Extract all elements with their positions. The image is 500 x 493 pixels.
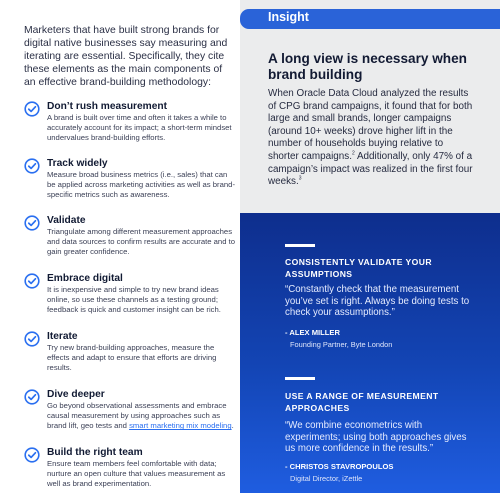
item-body: Try new brand-building approaches, measure the effects and adapt to ensure that efforts are driving results.: [47, 343, 217, 373]
smart-marketing-mix-modeling-link[interactable]: smart marketing mix modeling: [129, 421, 232, 431]
insight-body-main: When Oracle Data Cloud analyzed the results of CPG brand campaigns, it found that for both large and small brands, longer campaigns (around 10+ weeks) drove higher lift in the number of households buying relative to shorter campaigns.: [268, 88, 473, 162]
footnote-ref: 3: [298, 175, 302, 182]
quote-heading: CONSISTENTLY VALIDATE YOUR ASSUMPTIONS: [285, 257, 432, 279]
item-body-end: .: [231, 421, 234, 431]
check-circle-icon: [24, 158, 40, 174]
item-title: Don’t rush measurement: [47, 101, 168, 112]
insight-heading: A long view is necessary when brand building: [268, 51, 467, 82]
check-circle-icon: [24, 447, 40, 463]
item-title: Track widely: [47, 158, 108, 169]
item-body: It is inexpensive and simple to try new brand ideas online, so use these channels as a testing ground; feedback is quick and customer insight can be rich.: [47, 285, 221, 315]
quote-author: - ALEX MILLER: [285, 328, 340, 337]
insight-body: [268, 88, 473, 189]
item-title: Dive deeper: [47, 389, 105, 400]
check-circle-icon: [24, 331, 40, 347]
divider: [285, 377, 315, 380]
item-body: [47, 401, 237, 432]
quote-text: “Constantly check that the measurement you’ve set is right. Always be doing tests to check your assumptions.”: [285, 284, 470, 319]
left-column: [24, 24, 236, 89]
item-body: A brand is built over time and often it takes a while to accurately account for its impact; a short-term mindset undervalues brand-building efforts.: [47, 113, 232, 143]
check-circle-icon: [24, 273, 40, 289]
check-circle-icon: [24, 215, 40, 231]
quote-text: “We combine econometrics with experiments; using both approaches gives us more confidence in the results.”: [285, 420, 467, 455]
item-body: Ensure team members feel comfortable with data; nurture an open culture that values measurement as well as brand experimentation.: [47, 459, 226, 489]
quote-heading: USE A RANGE OF MEASUREMENT APPROACHES: [285, 391, 439, 413]
divider: [285, 244, 315, 247]
quote-author: - CHRISTOS STAVROPOULOS: [285, 462, 394, 471]
item-title: Iterate: [47, 331, 78, 342]
quote-author-role: Digital Director, iZettle: [290, 474, 363, 483]
item-title: Embrace digital: [47, 273, 123, 284]
quote-author-role: Founding Partner, Byte London: [290, 340, 393, 349]
check-circle-icon: [24, 101, 40, 117]
item-body-text: Go beyond observational assessments and embrace causal measurement by using approaches such as brand lift, geo tests and: [47, 401, 227, 431]
check-circle-icon: [24, 389, 40, 405]
insight-body-second: Additionally, only 47% of a campaign’s impact was realized in the first four weeks.: [268, 150, 473, 188]
footnote-ref: 2: [351, 150, 355, 157]
item-body: Triangulate among different measurement approaches and data sources to confirm results are accurate and to gain greater confidence.: [47, 227, 236, 257]
item-title: Build the right team: [47, 447, 143, 458]
intro-paragraph: Marketers that have built strong brands for digital native businesses say measuring and iterating are essential. Specifically, they cite these elements as the main components of an effective brand-building methodology:: [24, 25, 228, 88]
insight-label: Insight: [268, 10, 309, 24]
item-body: Measure broad business metrics (i.e., sales) that can be applied across marketing activities as well as brand-specific metrics such as awareness.: [47, 170, 236, 200]
item-title: Validate: [47, 215, 86, 226]
